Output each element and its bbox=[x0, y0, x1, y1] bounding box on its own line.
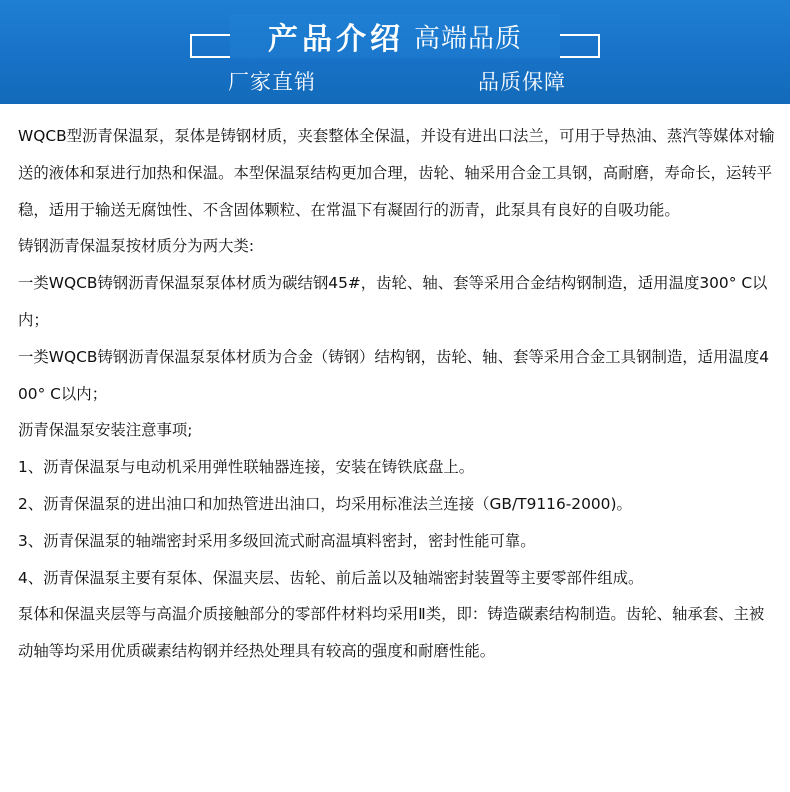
banner-tag-quality: 品质保障 bbox=[478, 70, 566, 94]
install-item-1: 1、沥青保温泵与电动机采用弹性联轴器连接，安装在铸铁底盘上。 bbox=[18, 458, 475, 477]
material-type-one: 一类WQCB铸钢沥青保温泵泵体材质为碳结钢45#，齿轮、轴、套等采用合金结构钢制造，适用温度300° C以内； bbox=[18, 274, 768, 329]
material-type-two: 一类WQCB铸钢沥青保温泵泵体材质为合金（铸钢）结构钢，齿轮、轴、套等采用合金工具钢制造，适用温度400° C以内； bbox=[18, 347, 770, 403]
install-item-3: 3、沥青保温泵的轴端密封采用多级回流式耐高温填料密封，密封性能可靠。 bbox=[18, 531, 536, 550]
banner-frame-top-right bbox=[560, 34, 600, 36]
install-heading: 沥青保温泵安装注意事项; bbox=[18, 421, 193, 440]
component-materials: 泵体和保温夹层等与高温介质接触部分的零部件材料均采用Ⅱ类，即：铸造碳素结构制造。齿轮、轴承套、主被动轴等均采用优质碳素结构钢并经热处理具有较高的强度和耐磨性能。 bbox=[18, 605, 765, 661]
product-description bbox=[18, 118, 778, 670]
banner-tag-direct-sale: 厂家直销 bbox=[228, 70, 316, 94]
banner-title-main: 产品介绍 bbox=[267, 22, 404, 57]
header-banner bbox=[0, 0, 790, 104]
banner-title bbox=[230, 14, 560, 58]
banner-frame-top-left bbox=[190, 34, 230, 36]
banner-title-sub: 高端品质 bbox=[413, 23, 522, 54]
material-heading: 铸钢沥青保温泵按材质分为两大类: bbox=[18, 237, 255, 256]
install-item-4: 4、沥青保温泵主要有泵体、保温夹层、齿轮、前后盖以及轴端密封装置等主要零部件组成。 bbox=[18, 568, 644, 587]
install-item-2: 2、沥青保温泵的进出油口和加热管进出油口，均采用标准法兰连接（GB/T9116-2000)。 bbox=[18, 494, 632, 513]
intro-paragraph: WQCB型沥青保温泵，泵体是铸钢材质，夹套整体全保温，并设有进出口法兰，可用于导热油、蒸汽等媒体对输送的液体和泵进行加热和保温。本型保温泵结构更加合理，齿轮、轴采用合金工具钢，高耐磨，寿命长，运转平稳，适用于输送无腐蚀性、不含固体颗粒、在常温下有凝固行的沥青，此泵具有良好的自吸功能。 bbox=[18, 127, 775, 219]
